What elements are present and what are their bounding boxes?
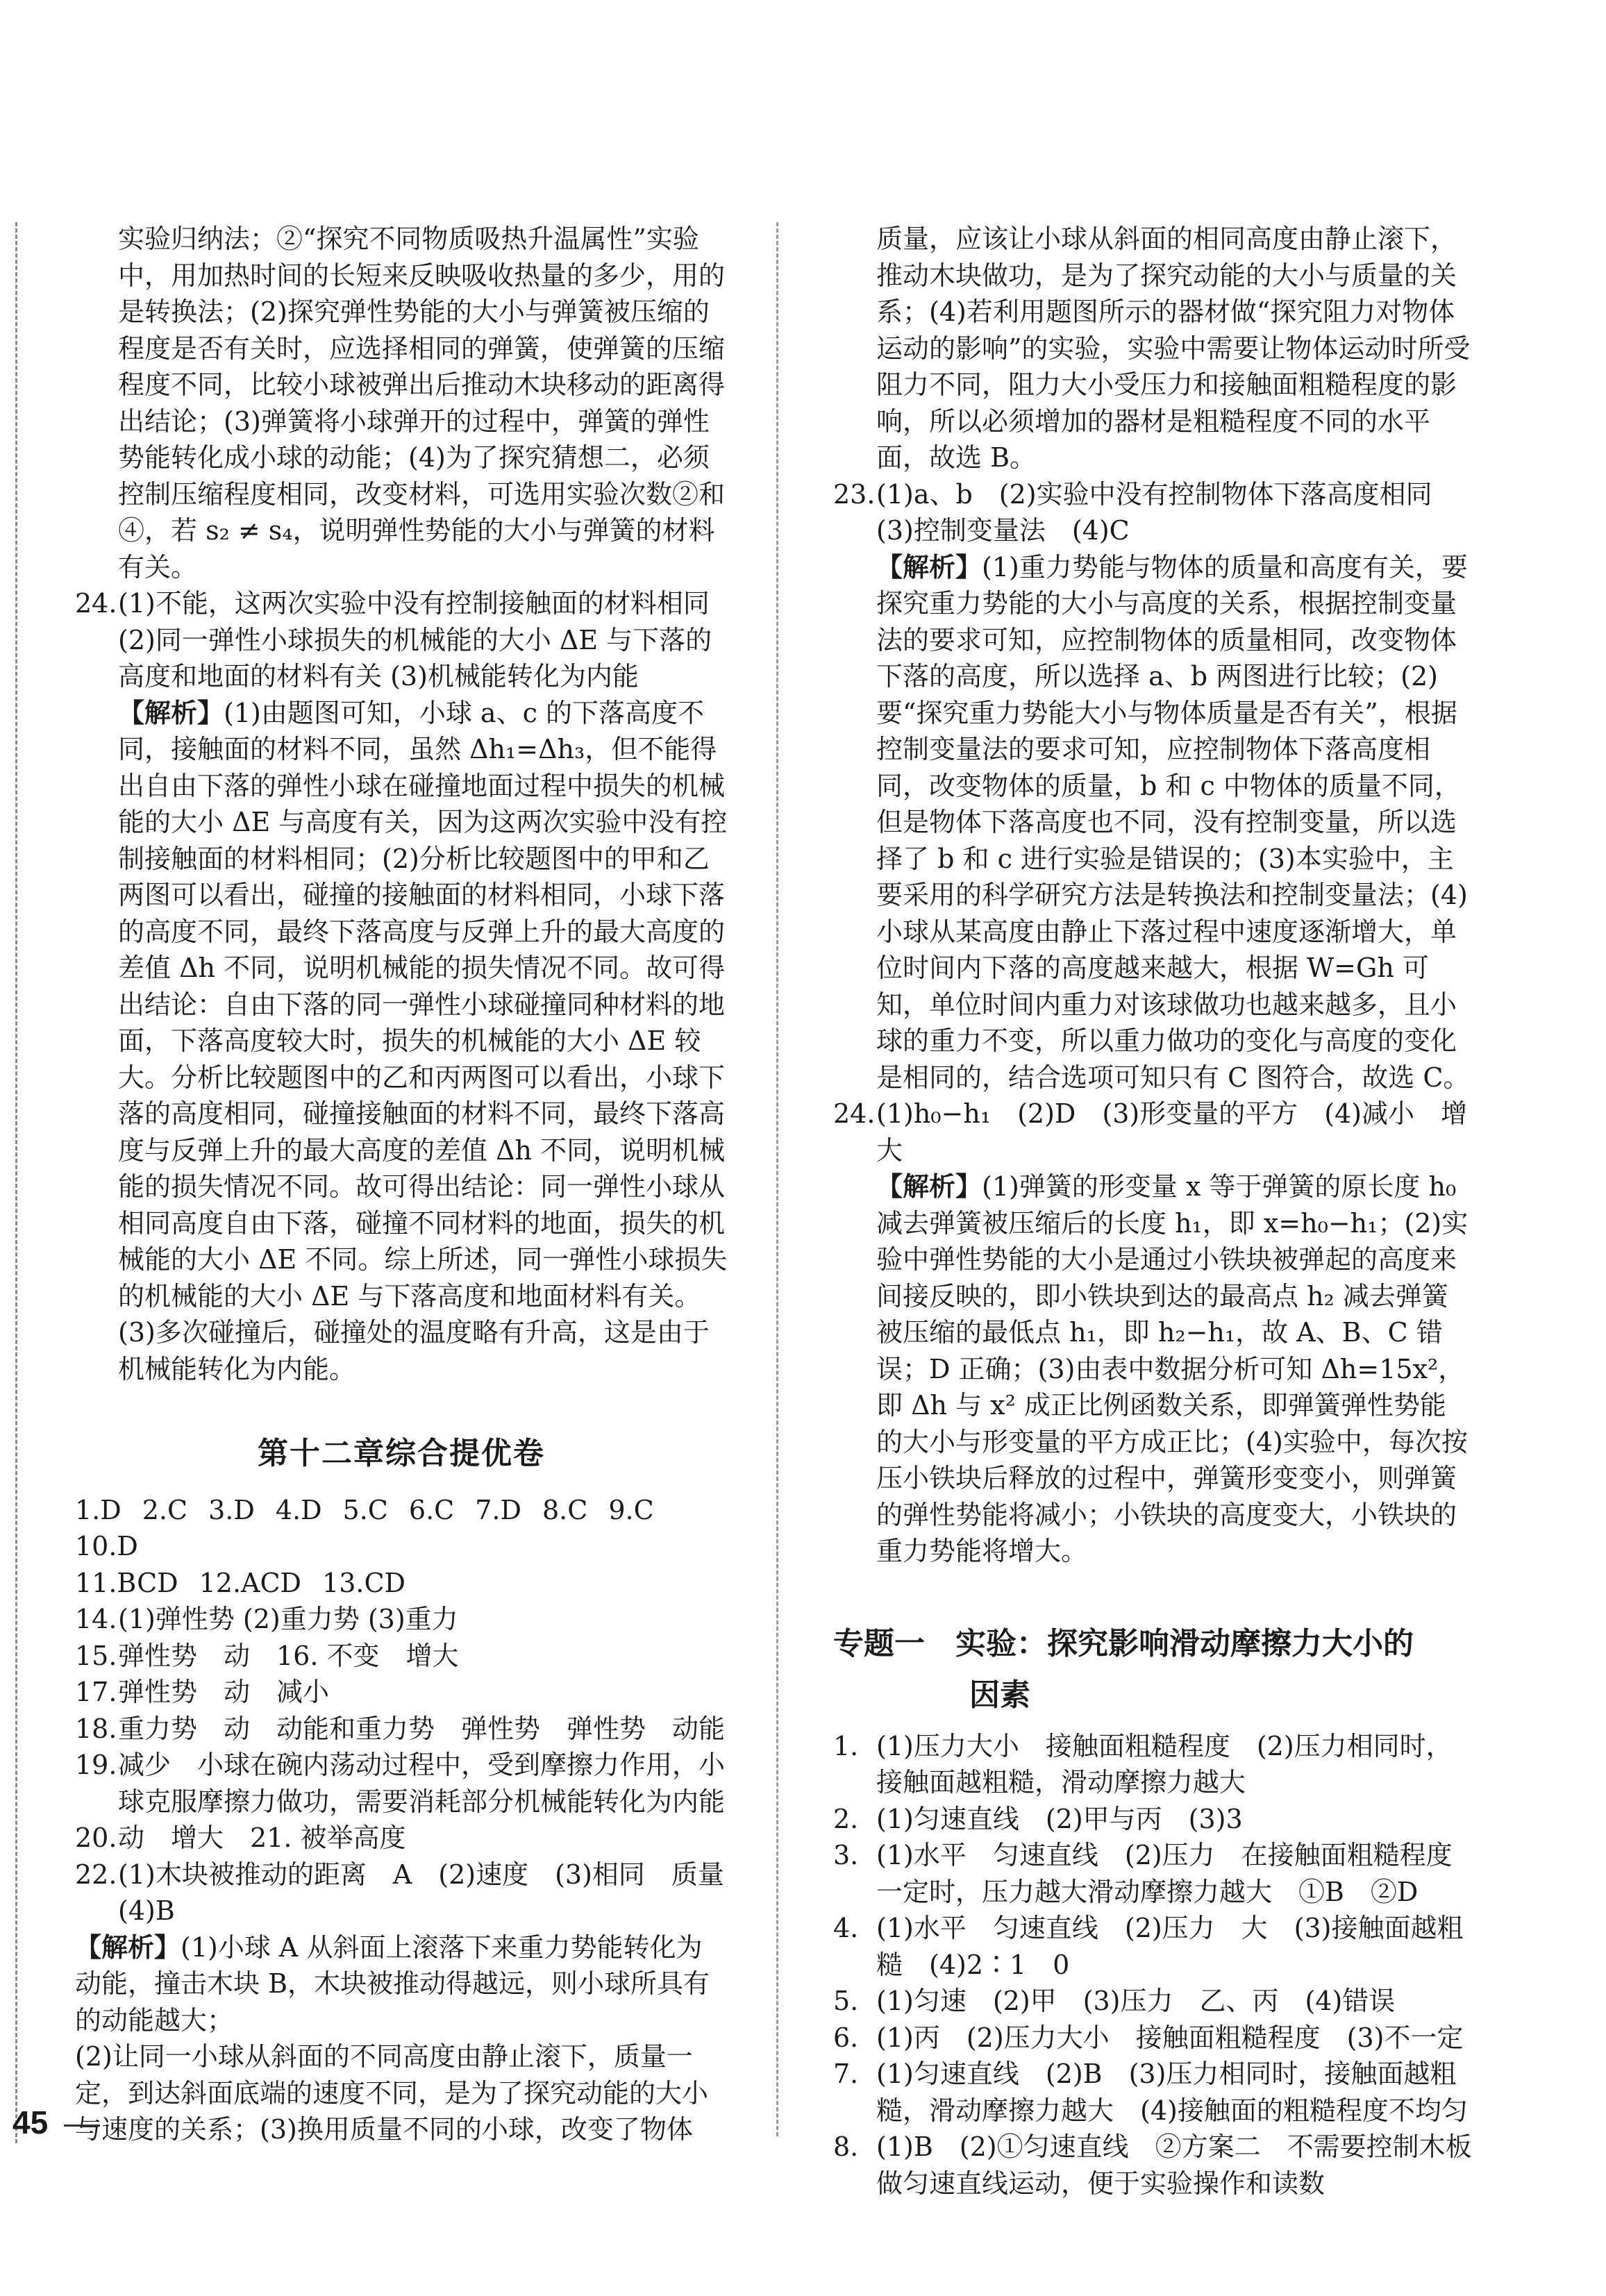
- answer-text: (1)压力大小 接触面粗糙程度 (2)压力相同时，接触面越粗糙，滑动摩擦力越大: [876, 1730, 1453, 1798]
- special-answer-5: [833, 1983, 1472, 2020]
- question-number: 7.: [833, 2059, 859, 2089]
- answer-15: [75, 1638, 728, 1675]
- answer-text: (1)B (2)①匀速直线 ②方案二 不需要控制木板做匀速直线运动，便于实验操作和读数: [876, 2131, 1472, 2199]
- analysis-text: (1)重力势能与物体的质量和高度有关，要探究重力势能的大小与高度的关系，根据控制变量法的要求可知，应控制物体的质量相同，改变物体下落的高度，所以选择 a、b 两图进行比较；(2)要“探究重力势能大小与物体质量是否有关”，根据控制变量法的要求可知，应控制物体下落高度相同，改变物体的质量，b 和 c 中物体的质量不同，但是物体下落高度也不同，没有控制变量，所以选择了 b 和 c 进行实验是错误的；(3)本实验中，主要采用的科学研究方法是转换法和控制变量法；(4)小球从某高度由静止下落过程中速度逐渐增大，单位时间内下落的高度越来越大，根据 W=Gh 可知，单位时间内重力对该球做功也越来越多，且小球的重力不变，所以重力做功的变化与高度的变化是相同的，结合选项可知只有 C 图符合，故选 C。: [876, 551, 1470, 1093]
- title-line: 专题一 实验：探究影响滑动摩擦力大小的: [833, 1625, 1414, 1661]
- question-number: 24.: [75, 588, 117, 619]
- special-answer-2: [833, 1801, 1472, 1838]
- question-number: 15.: [75, 1640, 117, 1671]
- answer-text: 弹性势 动 减小: [118, 1677, 330, 1707]
- continued-analysis: 质量，应该让小球从斜面的相同高度由静止滚下，推动木块做功，是为了探究动能的大小与质量的关系；(4)若利用题图所示的器材做“探究阻力对物体运动的影响”的实验，实验中需要让物体运动时所受阻力不同，阻力大小受压力和接触面粗糙程度的影响，所以必须增加的器材是粗糙程度不同的水平面，故选 B。: [876, 224, 1471, 473]
- special-answer-4: [833, 1910, 1472, 1983]
- special-answer-7: [833, 2056, 1472, 2129]
- answer-text: 重力势 动 动能和重力势 弹性势 弹性势 动能: [118, 1713, 726, 1744]
- analysis: [75, 1929, 728, 2039]
- analysis-label: 【解析】: [876, 1171, 982, 1202]
- analysis-continued: (2)让同一小球从斜面的不同高度由静止滚下，质量一定，到达斜面底端的速度不同，是为了探究动能的大小与速度的关系；(3)换用质量不同的小球，改变了物体: [75, 2041, 709, 2145]
- special-answer-6: [833, 2020, 1472, 2056]
- answer-text: (1)匀速直线 (2)甲与丙 (3)3: [876, 1803, 1243, 1834]
- question-number: 18.: [75, 1713, 117, 1744]
- analysis-text: (1)小球 A 从斜面上滚落下来重力势能转化为动能，撞击木块 B，木块被推动得越远，则小球所具有的动能越大；: [75, 1932, 710, 2036]
- answer-text: (1)h₀−h₁ (2)D (3)形变量的平方 (4)减小 增大: [876, 1098, 1468, 1166]
- answer-text: (1)丙 (2)压力大小 接触面粗糙程度 (3)不一定: [876, 2022, 1464, 2053]
- mc-answer: 1.D: [75, 1494, 122, 1525]
- answer-text: (1)木块被推动的距离 A (2)速度 (3)相同 质量 (4)B: [118, 1859, 751, 1926]
- question-number: 17.: [75, 1677, 117, 1707]
- answer-text: 减少 小球在碗内荡动过程中，受到摩擦力作用，小球克服摩擦力做功，需要消耗部分机械能转化为内能: [118, 1750, 726, 1817]
- special-answer-3: [833, 1837, 1472, 1910]
- answer-text: (2)同一弹性小球损失的机械能的大小 ΔE 与下落的高度和地面的材料有关 (3)机械能转化为内能: [118, 624, 712, 692]
- page-number-rule: [64, 2125, 100, 2127]
- answer-22: [75, 1857, 751, 1929]
- analysis: [118, 695, 728, 1388]
- title-line: 因素: [969, 1677, 1030, 1713]
- mc-answer: 3.D: [208, 1494, 255, 1525]
- section-title-special1: [833, 1618, 1472, 1721]
- analysis-text: (1)由题图可知，小球 a、c 的下落高度不同，接触面的材料不同，虽然 Δh₁=Δh₃，但不能得出自由下落的弹性小球在碰撞地面过程中损失的机械能的大小 ΔE 与高度有关，因为这两次实验中没有控制接触面的材料相同；(2)分析比较题图中的甲和乙两图可以看出，碰撞的接触面的材料相同，小球下落的高度不同，最终下落高度与反弹上升的最大高度的差值 Δh 不同，说明机械能的损失情况不同。故可得出结论：自由下落的同一弹性小球碰撞同种材料的地面，下落高度较大时，损失的机械能的大小 ΔE 较大。分析比较题图中的乙和丙两图可以看出，小球下落的高度相同，碰撞接触面的材料不同，最终下落高度与反弹上升的最大高度的差值 Δh 不同，说明机械能的损失情况不同。故可得出结论：同一弹性小球从相同高度自由下落，碰撞不同材料的地面，损失的机械能的大小 ΔE 不同。综上所述，同一弹性小球损失的机械能的大小 ΔE 与下落高度和地面材料有关。(3)多次碰撞后，碰撞处的温度略有升高，这是由于机械能转化为内能。: [118, 697, 728, 1384]
- question-number: 4.: [833, 1913, 859, 1943]
- mc-answers-row-2: [75, 1565, 728, 1602]
- mc-answer: 9.C: [608, 1494, 654, 1525]
- mc-answer: 6.C: [408, 1494, 455, 1525]
- answer-18: [75, 1711, 728, 1748]
- answer-17: [75, 1674, 728, 1711]
- analysis-text: (1)弹簧的形变量 x 等于弹簧的原长度 h₀ 减去弹簧被压缩后的长度 h₁，即 x=h₀−h₁；(2)实验中弹性势能的大小是通过小铁块被弹起的高度来间接反映的，即小铁块到达的最高点 h₂ 减去弹簧被压缩的最低点 h₁，即 h₂−h₁，故 A、B、C 错误；D 正确；(3)由表中数据分析可知 Δh=15x²，即 Δh 与 x² 成正比例函数关系，即弹簧弹性势能的大小与形变量的平方成正比；(4)实验中，每次按压小铁块后释放的过程中，弹簧形变变小，则弹簧的弹性势能将减小；小铁块的高度变大，小铁块的重力势能将增大。: [876, 1171, 1469, 1566]
- answer-14: [75, 1601, 728, 1638]
- analysis-label: 【解析】: [118, 696, 224, 728]
- question-number: 6.: [833, 2022, 859, 2053]
- mc-answer: 2.C: [142, 1494, 188, 1525]
- analysis-label: 【解析】: [876, 551, 982, 583]
- answer-text: (1)水平 匀速直线 (2)压力 大 (3)接触面越粗糙 (4)2∶1 0: [876, 1913, 1464, 1980]
- answer-text: (1)匀速直线 (2)B (3)压力相同时，接触面越粗糙，滑动摩擦力越大 (4)接触面的粗糙程度不均匀: [876, 2059, 1468, 2126]
- analysis: [876, 549, 1472, 1096]
- continued-answer: 实验归纳法；②“探究不同物质吸热升温属性”实验中，用加热时间的长短来反映吸收热量的多少，用的是转换法；(2)探究弹性势能的大小与弹簧被压缩的程度是否有关时，应选择相同的弹簧，使弹簧的压缩程度不同，比较小球被弹出后推动木块移动的距离得出结论；(3)弹簧将小球弹开的过程中，弹簧的弹性势能转化成小球的动能；(4)为了探究猜想二，必须控制压缩程度相同，改变材料，可选用实验次数②和④，若 s₂ ≠ s₄，说明弹性势能的大小与弹簧的材料有关。: [118, 224, 726, 583]
- question-number: 19.: [75, 1750, 117, 1780]
- mc-answer: 7.D: [475, 1494, 521, 1525]
- page-number: 45: [12, 2104, 49, 2140]
- question-number: 8.: [833, 2131, 859, 2162]
- mc-answer: 10.D: [75, 1531, 138, 1561]
- question-number: 20.: [75, 1822, 117, 1853]
- mc-answer: 13.CD: [322, 1567, 406, 1598]
- question-number: 23.: [833, 478, 876, 510]
- question-number: 3.: [833, 1840, 859, 1870]
- analysis-label: 【解析】: [75, 1931, 181, 1963]
- mc-answer: 11.BCD: [75, 1567, 178, 1598]
- answer-20: [75, 1820, 728, 1857]
- special-answer-8: [833, 2129, 1472, 2202]
- binding-cut-line: [15, 222, 17, 2143]
- answer-text: 弹性势 动 16. 不变 增大: [118, 1640, 459, 1671]
- column-divider: [776, 222, 778, 2136]
- answer-24-left: [75, 585, 728, 1387]
- answer-text: (1)匀速 (2)甲 (3)压力 乙、丙 (4)错误: [876, 1986, 1396, 2016]
- question-number: 1.: [833, 1730, 859, 1761]
- question-number: 14.: [75, 1604, 117, 1634]
- mc-answer: 12.ACD: [199, 1567, 302, 1598]
- analysis: [876, 1168, 1472, 1570]
- question-number: 22.: [75, 1859, 117, 1890]
- mc-answer: 4.D: [275, 1494, 322, 1525]
- mc-answer: 8.C: [542, 1494, 588, 1525]
- answer-24-right: [833, 1096, 1472, 1570]
- answer-text: (1)不能，这两次实验中没有控制接触面的材料相同: [118, 588, 710, 619]
- answer-text: (1)水平 匀速直线 (2)压力 在接触面粗糙程度一定时，压力越大滑动摩擦力越大 ①B ②D: [876, 1840, 1453, 1907]
- question-number: 5.: [833, 1986, 859, 2016]
- answer-text: 动 增大 21. 被举高度: [118, 1822, 406, 1853]
- answer-23: [833, 476, 1472, 1096]
- left-column: [75, 221, 751, 2148]
- question-number: 2.: [833, 1803, 859, 1834]
- special-answer-1: [833, 1728, 1472, 1801]
- answer-19: [75, 1747, 728, 1820]
- answer-text: (1)弹性势 (2)重力势 (3)重力: [118, 1604, 458, 1634]
- answer-text: (1)a、b (2)实验中没有控制物体下落高度相同 (3)控制变量法 (4)C: [876, 478, 1459, 546]
- section-title-chapter12: 第十二章综合提优卷: [258, 1436, 545, 1471]
- question-number: 24.: [833, 1098, 876, 1129]
- mc-answers-row-1: [75, 1492, 728, 1565]
- right-column: [833, 221, 1472, 2202]
- mc-answer: 5.C: [342, 1494, 388, 1525]
